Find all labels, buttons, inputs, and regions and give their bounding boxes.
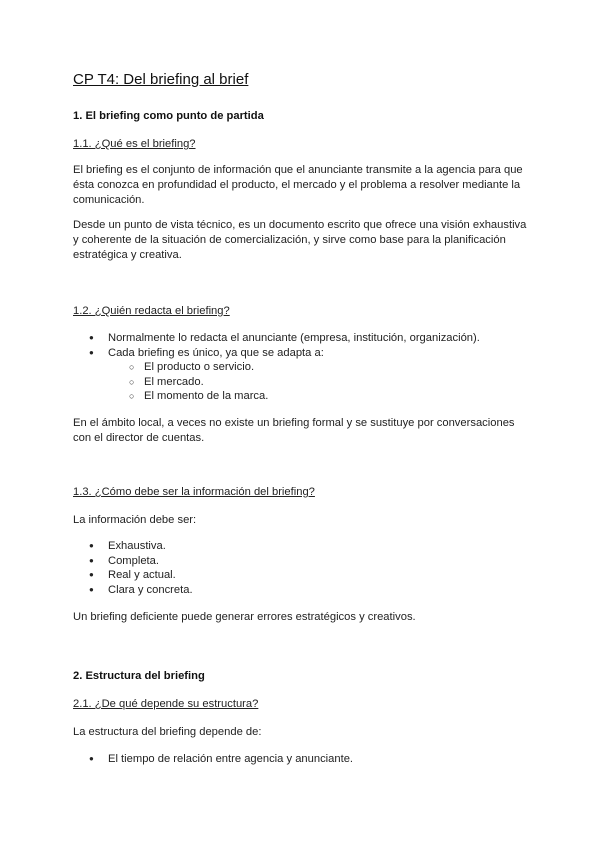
paragraph-1-1-a: El briefing es el conjunto de información que el anunciante transmite a la agencia para que ésta conozca en profundidad el producto, el mercado y el problema a resolver mediante la comunicación. [73, 164, 523, 206]
paragraph-1-3-intro: La información debe ser: [73, 514, 197, 526]
list-item: ● Completa. [73, 554, 193, 569]
subsection-2-1-heading: 2.1. ¿De qué depende su estructura? [73, 698, 259, 710]
list-item: ● Normalmente lo redacta el anunciante (empresa, institución, organización). [73, 331, 480, 346]
list-item: ● Clara y concreta. [73, 583, 193, 598]
list-item: ● El tiempo de relación entre agencia y anunciante. [73, 752, 353, 767]
list-2-1 [73, 752, 353, 767]
section-1-heading: 1. El briefing como punto de partida [73, 110, 264, 122]
list-item: ● Cada briefing es único, ya que se adapta a: [73, 346, 480, 361]
paragraph-1-2: En el ámbito local, a veces no existe un briefing formal y se sustituye por conversaciones con el director de cuentas. [73, 417, 515, 444]
subsection-1-2-heading: 1.2. ¿Quién redacta el briefing? [73, 305, 230, 317]
sub-list-item: ○ El mercado. [73, 375, 480, 390]
paragraph-1-3: Un briefing deficiente puede generar errores estratégicos y creativos. [73, 611, 416, 623]
section-2-heading: 2. Estructura del briefing [73, 670, 205, 682]
paragraph-1-1-b: Desde un punto de vista técnico, es un documento escrito que ofrece una visión exhaustiva y coherente de la situación de comercialización, y sirve como base para la planificación estratégica y creativa. [73, 219, 527, 261]
sub-list-item: ○ El momento de la marca. [73, 389, 480, 404]
subsection-1-3-heading: 1.3. ¿Cómo debe ser la información del briefing? [73, 486, 315, 498]
document-title: CP T4: Del briefing al brief [73, 71, 249, 88]
list-1-2 [73, 331, 480, 404]
list-item: ● Real y actual. [73, 568, 193, 583]
sub-list-item: ○ El producto o servicio. [73, 360, 480, 375]
subsection-1-1-heading: 1.1. ¿Qué es el briefing? [73, 138, 196, 150]
list-item: ● Exhaustiva. [73, 539, 193, 554]
list-1-3 [73, 539, 193, 597]
paragraph-2-1-intro: La estructura del briefing depende de: [73, 726, 262, 738]
